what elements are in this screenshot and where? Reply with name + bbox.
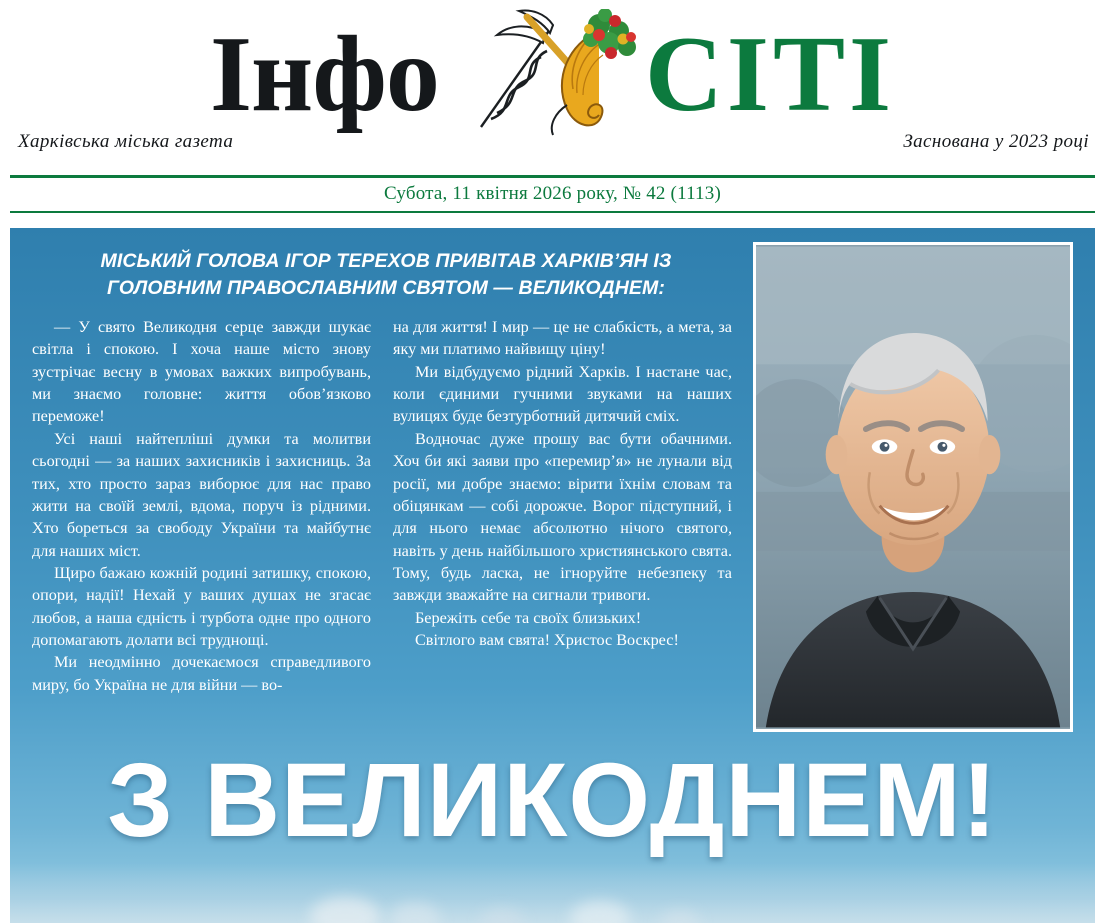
paragraph: Водночас дуже прошу вас бути обачними. Хоч би які заяви про «перемир’я» не лунали від росії, ми добре знаємо: вірити їхнім словам та обіцянкам — собі дорожче. Ворог підступний, і для нього немає абсолютно нічого святого, навіть у день найбільшого християнського свята. Тому, будь ласка, не ігноруйте небезпеку та завжди зважайте на сигнали тривоги.	[393, 429, 732, 605]
masthead	[0, 0, 1105, 175]
paragraph: Усі наші найтепліші думки та молитви сьогодні — за наших захисників і захисниць. За тих, хто просто зараз виборює для нас право жити на своїй землі, вдома, поруч із рідними. Хто бореться за свободу України та майбутнє для наших міст.	[32, 429, 371, 560]
portrait-photo	[753, 242, 1073, 732]
hero-headline: МІСЬКИЙ ГОЛОВА ІГОР ТЕРЕХОВ ПРИВІТАВ ХАРКІВ’ЯН ІЗ ГОЛОВНИМ ПРАВОСЛАВНИМ СВЯТОМ — ВЕЛИКОДНЕМ:	[100, 250, 672, 299]
hero-panel	[10, 228, 1095, 923]
cornucopia-caduceus-emblem-icon	[449, 9, 639, 141]
logo-text-left: Інфо	[209, 15, 439, 134]
paragraph: Ми відбудуємо рідний Харків. І настане час, коли єдиними гучними звуками на наших вулицях буде безтурботний дитячий сміх.	[393, 362, 732, 426]
masthead-rule-bottom	[10, 211, 1095, 213]
masthead-logo	[0, 0, 1105, 144]
masthead-tagline-right: Заснована у 2023 році	[903, 131, 1089, 152]
page-title: З ВЕЛИКОДНЕМ!	[107, 742, 998, 859]
paragraph: Ми неодмінно дочекаємося справедливого миру, бо Україна не для війни — во-	[32, 653, 371, 694]
masthead-tagline-left: Харківська міська газета	[18, 131, 234, 152]
logo-text-right: СІТІ	[644, 15, 896, 134]
paragraph: Світлого вам свята! Христос Воскрес!	[415, 631, 679, 650]
paragraph: Щиро бажаю кожній родині затишку, спокою, опори, надії! Нехай у ваших душах не згасає любов, а наша єдність і турбота одне про одного допомагають долати всі труднощі.	[32, 563, 371, 650]
hero-article-columns	[32, 316, 732, 696]
article-column-left	[32, 316, 371, 696]
hero-bottom-blur	[10, 863, 1095, 923]
paragraph: — У свято Великодня серце завжди шукає світла і спокою. І хоча наше місто знову зустрічає весну в умовах важких випробувань, ми знаємо головне: життя обов’язково переможе!	[32, 318, 371, 426]
paragraph: на для життя! І мир — це не слабкість, а мета, за яку ми платимо найвищу ціну!	[393, 318, 732, 359]
article-column-right	[393, 316, 732, 696]
dateline: Субота, 11 квітня 2026 року, № 42 (1113)	[383, 183, 721, 204]
paragraph: Бережіть себе та своїх близьких!	[415, 608, 642, 627]
